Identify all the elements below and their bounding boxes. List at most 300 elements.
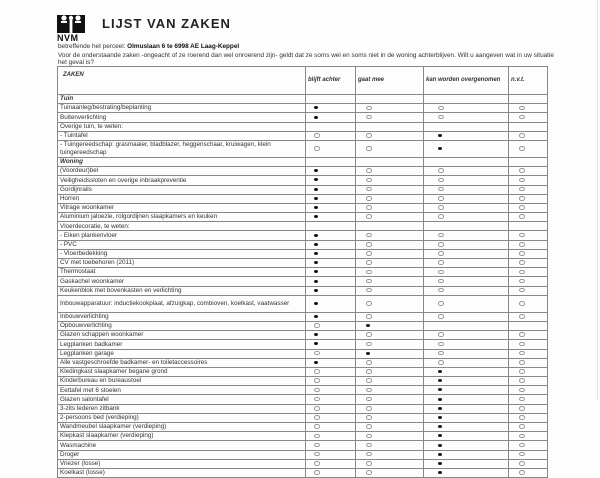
table-row — [58, 131, 548, 140]
radio-filled-icon[interactable] — [314, 234, 318, 237]
logo-text: NVM — [57, 33, 79, 43]
radio-empty-icon[interactable] — [314, 406, 320, 411]
table-row — [58, 386, 548, 395]
choice-cell-gaat-mee — [356, 367, 424, 376]
choice-cell-kan-worden-overgenomen — [424, 203, 509, 212]
choice-cell-blijft-achter — [306, 386, 356, 395]
choice-cell-blijft-achter — [306, 413, 356, 422]
radio-empty-icon[interactable] — [366, 461, 372, 466]
choice-cell-kan-worden-overgenomen — [424, 194, 509, 203]
choice-cell-blijft-achter — [306, 432, 356, 441]
radio-empty-icon[interactable] — [366, 424, 372, 429]
radio-filled-icon[interactable] — [438, 434, 442, 437]
radio-empty-icon[interactable] — [366, 443, 372, 448]
radio-filled-icon[interactable] — [314, 252, 318, 255]
radio-empty-icon[interactable] — [366, 470, 372, 475]
radio-empty-icon[interactable] — [519, 106, 525, 111]
choice-cell-blijft-achter — [306, 222, 356, 231]
radio-empty-icon[interactable] — [519, 270, 525, 275]
radio-empty-icon[interactable] — [438, 314, 444, 319]
table-row — [58, 104, 548, 113]
item-label: 2-persoons bed (verdieping) — [58, 413, 306, 422]
items-table — [57, 66, 548, 478]
table-row — [58, 312, 548, 321]
choice-cell-nvt — [509, 312, 548, 321]
radio-empty-icon[interactable] — [366, 187, 372, 192]
radio-empty-icon[interactable] — [366, 434, 372, 439]
choice-cell-gaat-mee — [356, 157, 424, 166]
choice-cell-gaat-mee — [356, 95, 424, 104]
choice-cell-gaat-mee — [356, 321, 424, 330]
radio-filled-icon[interactable] — [314, 243, 318, 246]
item-label: Klepkast slaapkamer (verdieping) — [58, 432, 306, 441]
radio-empty-icon[interactable] — [519, 205, 525, 210]
choice-cell-blijft-achter — [306, 95, 356, 104]
radio-empty-icon[interactable] — [438, 279, 444, 284]
radio-empty-icon[interactable] — [366, 205, 372, 210]
radio-empty-icon[interactable] — [519, 424, 525, 429]
choice-cell-blijft-achter — [306, 404, 356, 413]
table-row — [58, 176, 548, 185]
table-row — [58, 349, 548, 358]
choice-cell-kan-worden-overgenomen — [424, 349, 509, 358]
radio-empty-icon[interactable] — [366, 214, 372, 219]
item-label: Koelkast (losse) — [58, 468, 306, 477]
choice-cell-kan-worden-overgenomen — [424, 413, 509, 422]
radio-empty-icon[interactable] — [438, 106, 444, 111]
radio-empty-icon[interactable] — [314, 388, 320, 393]
choice-cell-gaat-mee — [356, 377, 424, 386]
radio-empty-icon[interactable] — [314, 378, 320, 383]
choice-cell-kan-worden-overgenomen — [424, 95, 509, 104]
item-label: Droger — [58, 450, 306, 459]
choice-cell-blijft-achter — [306, 367, 356, 376]
radio-empty-icon[interactable] — [366, 397, 372, 402]
section-row — [58, 157, 548, 166]
choice-cell-blijft-achter — [306, 203, 356, 212]
table-row — [58, 404, 548, 413]
radio-filled-icon[interactable] — [314, 169, 318, 172]
choice-cell-nvt — [509, 321, 548, 330]
choice-cell-gaat-mee — [356, 203, 424, 212]
choice-cell-blijft-achter — [306, 122, 356, 131]
radio-empty-icon[interactable] — [438, 196, 444, 201]
table-row — [58, 140, 548, 157]
choice-cell-blijft-achter — [306, 295, 356, 312]
radio-empty-icon[interactable] — [314, 452, 320, 457]
radio-empty-icon[interactable] — [519, 415, 525, 420]
choice-cell-gaat-mee — [356, 413, 424, 422]
radio-empty-icon[interactable] — [519, 360, 525, 365]
radio-filled-icon[interactable] — [438, 453, 442, 456]
choice-cell-gaat-mee — [356, 113, 424, 122]
radio-empty-icon[interactable] — [438, 332, 444, 337]
item-label: Glazen schappen woonkamer — [58, 331, 306, 340]
choice-cell-kan-worden-overgenomen — [424, 358, 509, 367]
radio-empty-icon[interactable] — [519, 301, 525, 306]
choice-cell-blijft-achter — [306, 185, 356, 194]
choice-cell-blijft-achter — [306, 277, 356, 286]
radio-filled-icon[interactable] — [438, 398, 442, 401]
radio-empty-icon[interactable] — [314, 397, 320, 402]
choice-cell-gaat-mee — [356, 213, 424, 222]
table-row — [58, 286, 548, 295]
table-row — [58, 413, 548, 422]
radio-empty-icon[interactable] — [314, 443, 320, 448]
choice-cell-gaat-mee — [356, 131, 424, 140]
table-row — [58, 432, 548, 441]
table-row — [58, 194, 548, 203]
radio-empty-icon[interactable] — [314, 369, 320, 374]
radio-filled-icon[interactable] — [314, 302, 318, 305]
radio-empty-icon[interactable] — [519, 242, 525, 247]
radio-filled-icon[interactable] — [314, 215, 318, 218]
choice-cell-gaat-mee — [356, 140, 424, 157]
radio-filled-icon[interactable] — [438, 134, 442, 137]
radio-empty-icon[interactable] — [519, 288, 525, 293]
choice-cell-kan-worden-overgenomen — [424, 441, 509, 450]
radio-filled-icon[interactable] — [314, 333, 318, 336]
choice-cell-kan-worden-overgenomen — [424, 312, 509, 321]
choice-cell-gaat-mee — [356, 423, 424, 432]
choice-cell-kan-worden-overgenomen — [424, 249, 509, 258]
choice-cell-kan-worden-overgenomen — [424, 377, 509, 386]
radio-filled-icon[interactable] — [438, 444, 442, 447]
radio-empty-icon[interactable] — [366, 251, 372, 256]
radio-empty-icon[interactable] — [519, 196, 525, 201]
table-body — [58, 95, 548, 478]
radio-filled-icon[interactable] — [314, 116, 318, 119]
radio-filled-icon[interactable] — [314, 188, 318, 191]
radio-empty-icon[interactable] — [519, 233, 525, 238]
radio-empty-icon[interactable] — [438, 178, 444, 183]
radio-filled-icon[interactable] — [314, 289, 318, 292]
choice-cell-kan-worden-overgenomen — [424, 104, 509, 113]
radio-empty-icon[interactable] — [366, 106, 372, 111]
radio-empty-icon[interactable] — [366, 115, 372, 120]
choice-cell-gaat-mee — [356, 231, 424, 240]
table-row — [58, 321, 548, 330]
radio-empty-icon[interactable] — [519, 279, 525, 284]
choice-cell-kan-worden-overgenomen — [424, 321, 509, 330]
choice-cell-kan-worden-overgenomen — [424, 240, 509, 249]
choice-cell-blijft-achter — [306, 286, 356, 295]
page-title: LIJST VAN ZAKEN — [102, 16, 231, 31]
choice-cell-blijft-achter — [306, 167, 356, 176]
radio-empty-icon[interactable] — [366, 279, 372, 284]
radio-empty-icon[interactable] — [366, 378, 372, 383]
choice-cell-gaat-mee — [356, 277, 424, 286]
choice-cell-gaat-mee — [356, 312, 424, 321]
choice-cell-kan-worden-overgenomen — [424, 367, 509, 376]
radio-empty-icon[interactable] — [314, 133, 320, 138]
choice-cell-kan-worden-overgenomen — [424, 157, 509, 166]
choice-cell-blijft-achter — [306, 157, 356, 166]
scan-edge — [597, 0, 598, 400]
table-row — [58, 203, 548, 212]
item-label: Legplanken badkamer — [58, 340, 306, 349]
choice-cell-gaat-mee — [356, 432, 424, 441]
radio-empty-icon[interactable] — [314, 351, 320, 356]
radio-empty-icon[interactable] — [366, 301, 372, 306]
radio-empty-icon[interactable] — [314, 461, 320, 466]
radio-filled-icon[interactable] — [438, 416, 442, 419]
item-label: Overige tuin, te weten: — [58, 122, 306, 131]
radio-empty-icon[interactable] — [519, 397, 525, 402]
radio-empty-icon[interactable] — [438, 233, 444, 238]
table-header-row — [58, 67, 548, 95]
radio-empty-icon[interactable] — [519, 146, 525, 151]
item-label: - Tuintafel — [58, 131, 306, 140]
radio-empty-icon[interactable] — [366, 314, 372, 319]
radio-empty-icon[interactable] — [438, 115, 444, 120]
choice-cell-nvt — [509, 213, 548, 222]
radio-empty-icon[interactable] — [519, 260, 525, 265]
radio-empty-icon[interactable] — [366, 233, 372, 238]
radio-filled-icon[interactable] — [438, 462, 442, 465]
choice-cell-nvt — [509, 203, 548, 212]
radio-empty-icon[interactable] — [366, 178, 372, 183]
table-row — [58, 259, 548, 268]
radio-filled-icon[interactable] — [438, 147, 442, 150]
radio-empty-icon[interactable] — [519, 470, 525, 475]
choice-cell-nvt — [509, 358, 548, 367]
radio-empty-icon[interactable] — [366, 406, 372, 411]
item-label: Aluminium jaloezie, rolgordijnen slaapkamers en keuken — [58, 213, 306, 222]
table-row — [58, 113, 548, 122]
choice-cell-nvt — [509, 367, 548, 376]
radio-empty-icon[interactable] — [519, 342, 525, 347]
radio-filled-icon[interactable] — [366, 352, 370, 355]
column-header-gaat-mee: gaat mee — [356, 67, 424, 95]
choice-cell-blijft-achter — [306, 441, 356, 450]
choice-cell-nvt — [509, 413, 548, 422]
radio-empty-icon[interactable] — [519, 115, 525, 120]
choice-cell-gaat-mee — [356, 268, 424, 277]
radio-empty-icon[interactable] — [366, 146, 372, 151]
radio-filled-icon[interactable] — [314, 270, 318, 273]
table-row — [58, 249, 548, 258]
radio-empty-icon[interactable] — [438, 168, 444, 173]
radio-filled-icon[interactable] — [314, 315, 318, 318]
radio-empty-icon[interactable] — [519, 378, 525, 383]
choice-cell-kan-worden-overgenomen — [424, 167, 509, 176]
radio-filled-icon[interactable] — [438, 407, 442, 410]
radio-filled-icon[interactable] — [438, 370, 442, 373]
radio-empty-icon[interactable] — [519, 332, 525, 337]
radio-filled-icon[interactable] — [438, 388, 442, 391]
choice-cell-kan-worden-overgenomen — [424, 340, 509, 349]
radio-filled-icon[interactable] — [314, 261, 318, 264]
radio-empty-icon[interactable] — [366, 242, 372, 247]
radio-empty-icon[interactable] — [438, 360, 444, 365]
radio-filled-icon[interactable] — [438, 379, 442, 382]
radio-empty-icon[interactable] — [314, 470, 320, 475]
group-row — [58, 122, 548, 131]
radio-empty-icon[interactable] — [314, 146, 320, 151]
radio-filled-icon[interactable] — [366, 324, 370, 327]
radio-empty-icon[interactable] — [519, 434, 525, 439]
radio-filled-icon[interactable] — [314, 106, 318, 109]
choice-cell-blijft-achter — [306, 377, 356, 386]
choice-cell-blijft-achter — [306, 194, 356, 203]
choice-cell-blijft-achter — [306, 468, 356, 477]
radio-empty-icon[interactable] — [438, 187, 444, 192]
table-row — [58, 423, 548, 432]
choice-cell-nvt — [509, 331, 548, 340]
parcel-line — [58, 43, 239, 50]
choice-cell-blijft-achter — [306, 249, 356, 258]
radio-empty-icon[interactable] — [314, 323, 320, 328]
radio-empty-icon[interactable] — [366, 270, 372, 275]
radio-empty-icon[interactable] — [438, 270, 444, 275]
radio-empty-icon[interactable] — [366, 342, 372, 347]
radio-empty-icon[interactable] — [366, 360, 372, 365]
choice-cell-blijft-achter — [306, 349, 356, 358]
radio-empty-icon[interactable] — [438, 214, 444, 219]
radio-empty-icon[interactable] — [519, 369, 525, 374]
choice-cell-kan-worden-overgenomen — [424, 331, 509, 340]
choice-cell-kan-worden-overgenomen — [424, 231, 509, 240]
radio-empty-icon[interactable] — [366, 133, 372, 138]
radio-empty-icon[interactable] — [366, 260, 372, 265]
choice-cell-kan-worden-overgenomen — [424, 176, 509, 185]
radio-empty-icon[interactable] — [519, 351, 525, 356]
radio-empty-icon[interactable] — [438, 242, 444, 247]
choice-cell-blijft-achter — [306, 140, 356, 157]
radio-filled-icon[interactable] — [314, 280, 318, 283]
item-label: Glazen salontafel — [58, 395, 306, 404]
radio-filled-icon[interactable] — [314, 178, 318, 181]
choice-cell-gaat-mee — [356, 295, 424, 312]
choice-cell-nvt — [509, 450, 548, 459]
item-label: Wasmachine — [58, 441, 306, 450]
choice-cell-blijft-achter — [306, 450, 356, 459]
radio-empty-icon[interactable] — [519, 314, 525, 319]
radio-filled-icon[interactable] — [314, 197, 318, 200]
choice-cell-nvt — [509, 122, 548, 131]
radio-empty-icon[interactable] — [519, 443, 525, 448]
radio-empty-icon[interactable] — [314, 424, 320, 429]
radio-empty-icon[interactable] — [519, 178, 525, 183]
choice-cell-nvt — [509, 349, 548, 358]
choice-cell-kan-worden-overgenomen — [424, 432, 509, 441]
table-row — [58, 358, 548, 367]
radio-empty-icon[interactable] — [438, 251, 444, 256]
radio-filled-icon[interactable] — [314, 206, 318, 209]
choice-cell-gaat-mee — [356, 167, 424, 176]
choice-cell-blijft-achter — [306, 259, 356, 268]
choice-cell-gaat-mee — [356, 459, 424, 468]
item-label: Thermostaat — [58, 268, 306, 277]
radio-empty-icon[interactable] — [519, 187, 525, 192]
radio-empty-icon[interactable] — [519, 214, 525, 219]
choice-cell-nvt — [509, 377, 548, 386]
choice-cell-kan-worden-overgenomen — [424, 122, 509, 131]
radio-empty-icon[interactable] — [366, 369, 372, 374]
table-row — [58, 468, 548, 477]
table-row — [58, 441, 548, 450]
choice-cell-blijft-achter — [306, 423, 356, 432]
choice-cell-gaat-mee — [356, 340, 424, 349]
choice-cell-nvt — [509, 386, 548, 395]
table-row — [58, 377, 548, 386]
section-label: Woning — [58, 157, 306, 166]
choice-cell-gaat-mee — [356, 259, 424, 268]
radio-filled-icon[interactable] — [314, 361, 318, 364]
radio-empty-icon[interactable] — [366, 196, 372, 201]
radio-empty-icon[interactable] — [314, 434, 320, 439]
radio-empty-icon[interactable] — [314, 415, 320, 420]
choice-cell-gaat-mee — [356, 194, 424, 203]
radio-empty-icon[interactable] — [438, 260, 444, 265]
radio-empty-icon[interactable] — [519, 251, 525, 256]
item-label: Buitenverlichting — [58, 113, 306, 122]
radio-empty-icon[interactable] — [366, 388, 372, 393]
radio-empty-icon[interactable] — [438, 342, 444, 347]
choice-cell-gaat-mee — [356, 240, 424, 249]
choice-cell-kan-worden-overgenomen — [424, 113, 509, 122]
choice-cell-gaat-mee — [356, 185, 424, 194]
radio-empty-icon[interactable] — [519, 133, 525, 138]
radio-empty-icon[interactable] — [438, 205, 444, 210]
choice-cell-gaat-mee — [356, 441, 424, 450]
choice-cell-blijft-achter — [306, 231, 356, 240]
choice-cell-blijft-achter — [306, 340, 356, 349]
radio-empty-icon[interactable] — [438, 288, 444, 293]
column-header-blijft-achter: blijft achter — [306, 67, 356, 95]
choice-cell-blijft-achter — [306, 113, 356, 122]
radio-empty-icon[interactable] — [519, 461, 525, 466]
radio-empty-icon[interactable] — [366, 452, 372, 457]
choice-cell-blijft-achter — [306, 268, 356, 277]
radio-empty-icon[interactable] — [519, 452, 525, 457]
radio-empty-icon[interactable] — [366, 288, 372, 293]
table-row — [58, 268, 548, 277]
item-label: Keukenblok met bovenkasten en verlichting — [58, 286, 306, 295]
choice-cell-nvt — [509, 441, 548, 450]
item-label: Alle vastgeschroefde badkamer- en toiletaccessoires — [58, 358, 306, 367]
choice-cell-nvt — [509, 340, 548, 349]
radio-empty-icon[interactable] — [519, 406, 525, 411]
radio-empty-icon[interactable] — [519, 388, 525, 393]
choice-cell-kan-worden-overgenomen — [424, 268, 509, 277]
item-label: - PVC — [58, 240, 306, 249]
choice-cell-gaat-mee — [356, 122, 424, 131]
radio-empty-icon[interactable] — [366, 415, 372, 420]
choice-cell-kan-worden-overgenomen — [424, 404, 509, 413]
choice-cell-gaat-mee — [356, 249, 424, 258]
table-row — [58, 450, 548, 459]
choice-cell-nvt — [509, 113, 548, 122]
table-row — [58, 459, 548, 468]
radio-empty-icon[interactable] — [366, 332, 372, 337]
choice-cell-gaat-mee — [356, 176, 424, 185]
choice-cell-kan-worden-overgenomen — [424, 423, 509, 432]
choice-cell-blijft-achter — [306, 176, 356, 185]
radio-empty-icon[interactable] — [519, 168, 525, 173]
choice-cell-gaat-mee — [356, 450, 424, 459]
radio-filled-icon[interactable] — [438, 471, 442, 474]
radio-empty-icon[interactable] — [366, 168, 372, 173]
radio-empty-icon[interactable] — [438, 351, 444, 356]
item-label: Gordijnrails — [58, 185, 306, 194]
radio-filled-icon[interactable] — [438, 425, 442, 428]
table-row — [58, 340, 548, 349]
radio-empty-icon[interactable] — [438, 301, 444, 306]
radio-filled-icon[interactable] — [314, 342, 318, 345]
item-label: - Tuingereedschap: grasmaaier, bladblazer, heggenschaar, kruiwagen, klein tuingereedschap — [58, 140, 306, 157]
